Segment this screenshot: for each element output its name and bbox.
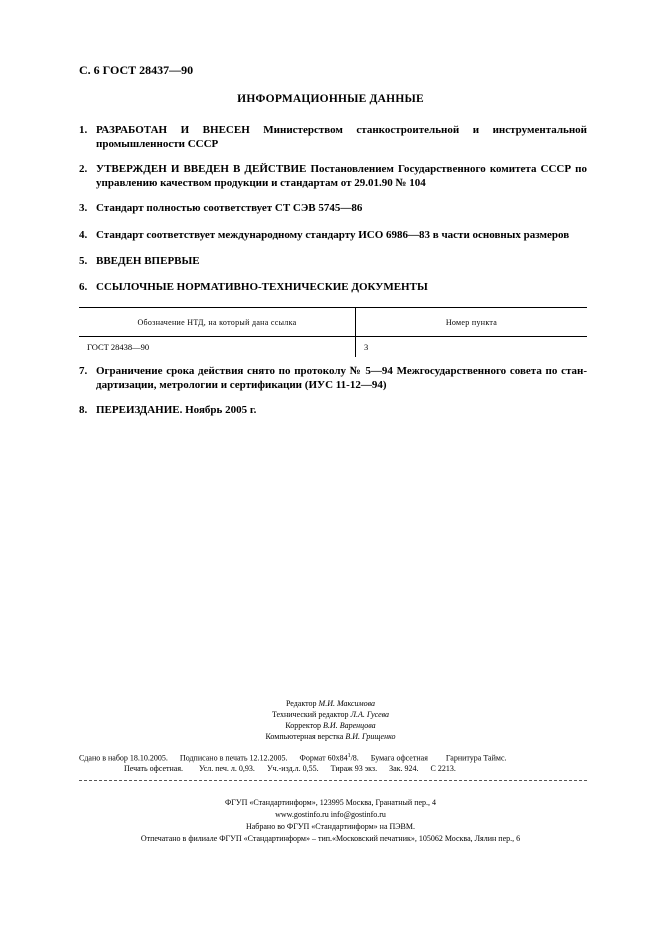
editor-line [0,698,661,709]
item-number: 5. [79,255,88,267]
printed-note: Отпечатано в филиале ФГУП «Стандартинформ» – тип.«Московский печатник», 105062 Москва, Лялин пер., 6 [140,834,521,843]
cell-clause: 3 [364,342,369,352]
section-title: ИНФОРМАЦИОННЫЕ ДАННЫЕ [237,93,424,105]
typeset-note: Набрано во ФГУП «Стандартинформ» на ПЭВМ. [245,822,416,831]
print-sheets: Усл. печ. л. 0,93. [199,764,255,773]
cell-document: ГОСТ 28438—90 [79,337,356,358]
editor-name: В.И. Грищенко [345,732,396,741]
item-text: ПЕРЕИЗДАНИЕ. Ноябрь 2005 г. [96,404,257,416]
editor-role: Компьютерная верстка [265,732,344,741]
website-link[interactable]: www.gostinfo.ru [275,810,329,819]
item-number: 3. [79,202,88,214]
print-info-row-1: Сдано в набор 18.10.2005. Подписано в печать 12.12.2005. Формат $60x84^1/8$. Бумага офсетная Гарнитура Таймс. [79,753,507,763]
info-item-8 [79,403,587,417]
printing-type: Печать офсетная. [124,764,184,773]
item-number: 8. [79,404,88,416]
editor-line [0,731,661,742]
item-text: РАЗРАБОТАН И ВНЕСЕН Министерством станкостроительной и инструментальной промышленности СССР [96,124,587,150]
table-row [79,337,587,358]
info-item-4 [79,228,587,242]
publication-sheets: Уч.-изд.л. 0,55. [266,764,319,773]
info-item-3 [79,201,587,215]
paper-type: Бумага офсетная [370,753,428,763]
page-header: С. 6 ГОСТ 28437—90 [79,63,194,77]
editor-line [0,720,661,731]
info-item-6 [79,280,587,294]
publisher-address: ФГУП «Стандартинформ», 123995 Москва, Гранатный пер., 4 [224,798,437,807]
format-fraction: 1 [347,753,351,759]
item-text: Стандарт соответствует международному стандарту ИСО 6986—83 в части основных размеров [96,229,570,241]
info-item-7 [79,364,587,392]
editor-name: М.И. Максимова [318,699,376,708]
item-text: ССЫЛОЧНЫЕ НОРМАТИВНО-ТЕХНИЧЕСКИЕ ДОКУМЕНТЫ [96,281,428,293]
info-item-2 [79,162,587,190]
editors-block [0,698,661,742]
editor-name: Л.А. Гусева [350,710,390,719]
typeface: Гарнитура Таймс. [445,753,507,763]
reference-table [79,307,587,357]
editor-role: Редактор [285,699,317,708]
item-text: Ограничение срока действия снято по протоколу № 5—94 Межгосударственного совета по стандартизации, метрологии и сертификации (ИУС 11-12—94) [96,365,587,391]
format-label: Формат 60x84 [299,753,348,763]
code: С 2213. [430,764,456,773]
item-number: 2. [79,163,88,175]
item-text: УТВЕРЖДЕН И ВВЕДЕН В ДЕЙСТВИЕ Постановлением Государственного комитета СССР по управлению качеством продукции и стандартам от 29.01.90 № 104 [96,163,587,189]
table-header-row [79,308,587,337]
editor-role: Корректор [285,721,322,730]
signed-date: Подписано в печать 12.12.2005. [179,753,288,763]
info-item-1 [79,123,587,151]
divider-line [79,780,587,781]
column-header-document: Обозначение НТД, на который дана ссылка [79,308,356,337]
item-number: 4. [79,229,88,241]
editor-name: В.И. Варенцова [323,721,376,730]
item-text: ВВЕДЕН ВПЕРВЫЕ [96,255,200,267]
footer-block [0,797,661,845]
editor-line [0,709,661,720]
print-run: Тираж 93 экз. [330,764,378,773]
order-number: Зак. 924. [389,764,419,773]
submitted-date: Сдано в набор 18.10.2005. [79,753,168,763]
item-text: Стандарт полностью соответствует СТ СЭВ 5745—86 [96,202,363,214]
item-number: 6. [79,281,88,293]
editor-role: Технический редактор [271,710,349,719]
info-item-5 [79,254,587,268]
email-link[interactable]: info@gostinfo.ru [330,810,386,819]
column-header-clause: Номер пункта [356,308,588,337]
publisher-contacts [0,809,661,821]
print-info-row-2 [124,764,456,773]
item-number: 7. [79,365,88,377]
item-number: 1. [79,124,88,136]
format-denominator: /8 [350,753,357,763]
